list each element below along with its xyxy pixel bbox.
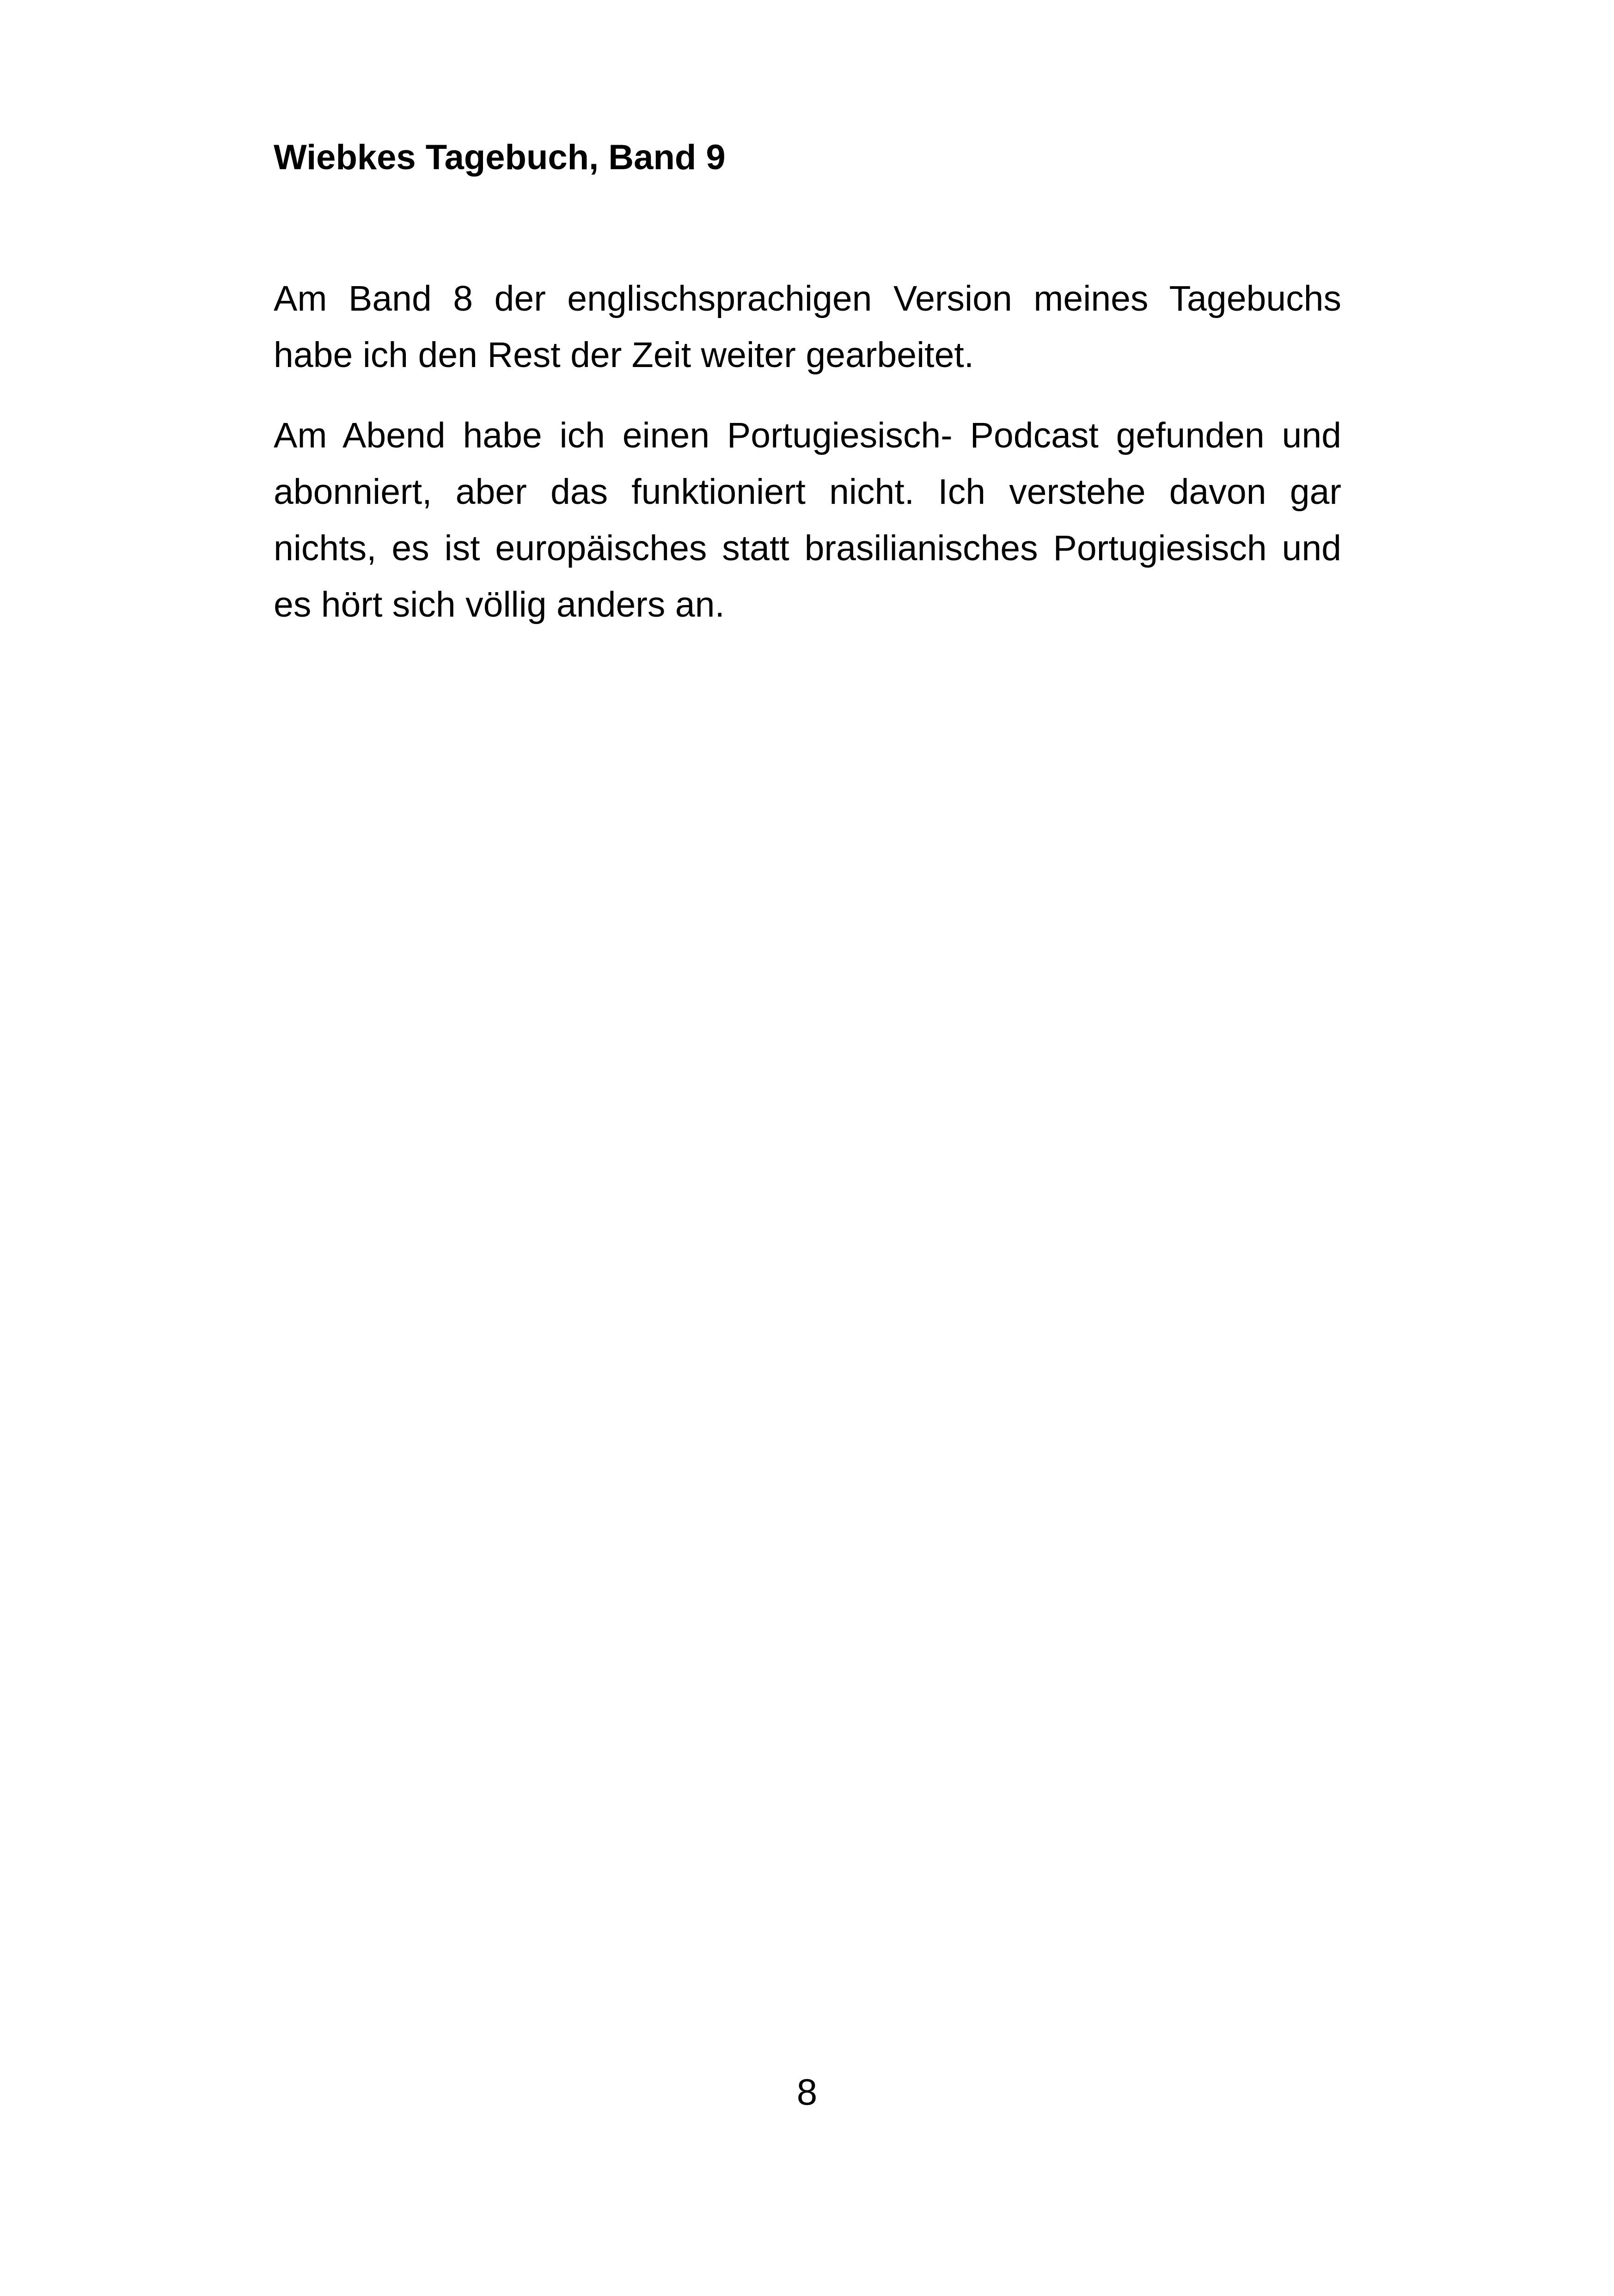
paragraph: Am Band 8 der englischsprachigen Version meines Tagebuchs habe ich den Rest der Zeit weiter gearbeitet. [274, 279, 1341, 375]
page-number: 8 [796, 2071, 818, 2112]
body-text [274, 270, 1341, 657]
paragraph: Am Abend habe ich einen Portugiesisch- Podcast gefunden und abonniert, aber das funktioniert nicht. Ich verstehe davon gar nichts, es ist europäisches statt brasilianisches Portugiesisch und es hört sich völlig anders an. [274, 416, 1341, 625]
page-title: Wiebkes Tagebuch, Band 9 [274, 138, 726, 177]
